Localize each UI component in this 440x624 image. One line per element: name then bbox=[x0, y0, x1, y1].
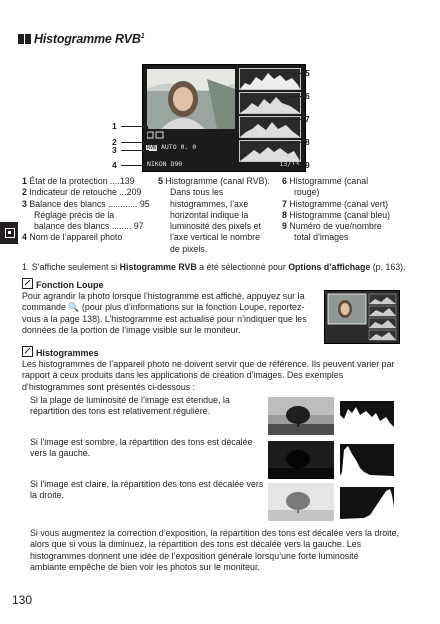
histogram-dark bbox=[340, 444, 394, 476]
tree-image-dark bbox=[268, 441, 334, 479]
white-balance-value: AUTO 0. 0 bbox=[160, 143, 197, 151]
leader-line-5 bbox=[290, 73, 303, 74]
protect-retouch-icons bbox=[147, 131, 169, 141]
legend-column-1 bbox=[22, 176, 152, 244]
closing-paragraph: Si vous augmentez la correction d’exposition, la répartition des tons est décalée vers la droite, alors que si vous la diminuez, la répartition des tons est décalée vers la gauche. Les histogrammes donnent une idée de l’exposition générale lorsqu’une forte luminosité ambiante empêche de bien voir les photos sur le moniteur. bbox=[30, 528, 400, 573]
leader-line-7 bbox=[290, 119, 303, 120]
camera-name-readout: NIKON D90 bbox=[147, 160, 183, 168]
camera-monitor-illustration bbox=[142, 64, 306, 172]
legend-item: histogrammes, l’axe bbox=[170, 198, 249, 209]
histogram-stack bbox=[239, 68, 301, 164]
callout-6: 6 bbox=[305, 91, 310, 101]
tree-image-light bbox=[268, 483, 334, 521]
callout-4: 4 bbox=[112, 160, 117, 170]
note-pen-icon bbox=[22, 278, 33, 289]
portrait-photo bbox=[147, 69, 235, 129]
legend-item: balance des blancs ........ 97 bbox=[34, 221, 144, 232]
callout-2: 2 bbox=[112, 137, 117, 147]
loupe-line: Pour agrandir la photo lorsque l’histogramme est affiché, appuyez sur la bbox=[22, 291, 305, 301]
loupe-thumbnail bbox=[324, 290, 400, 344]
legend-column-3 bbox=[282, 176, 422, 244]
callout-8: 8 bbox=[305, 137, 310, 147]
title-marker-icon bbox=[18, 34, 24, 44]
title-footnote-ref: 1 bbox=[140, 32, 145, 40]
legend-item: 3 Balance des blancs ............ 95 bbox=[22, 198, 150, 209]
title-text: Histogramme RVB bbox=[34, 32, 141, 46]
leader-line-8 bbox=[290, 142, 303, 143]
example-dark: Si l’image est sombre, la répartition des tons est décalée vers la gauche. bbox=[30, 437, 253, 459]
histogram-blue bbox=[239, 140, 301, 162]
title-marker-icon bbox=[25, 34, 31, 44]
legend-item: total d’images bbox=[294, 232, 349, 243]
histograms-section bbox=[22, 346, 422, 393]
leader-line-3 bbox=[121, 150, 149, 151]
legend-item: 7 Histogramme (canal vert) bbox=[282, 198, 389, 209]
loupe-heading: Fonction Loupe bbox=[22, 278, 322, 290]
legend-item: 8 Histogramme (canal bleu) bbox=[282, 209, 391, 220]
histograms-line: d’histogrammes sont présentés ci-dessous : bbox=[22, 381, 196, 392]
leader-line-4 bbox=[121, 165, 146, 166]
callout-1: 1 bbox=[112, 121, 117, 131]
leader-line-9 bbox=[290, 165, 303, 166]
histograms-line: rapport à ceux produits dans les applications de création d’images. Des exemples bbox=[22, 370, 344, 381]
example-even: Si la plage de luminosité de l’image est étendue, la répartition des tons est relativement régulière. bbox=[30, 395, 230, 417]
callout-7: 7 bbox=[305, 114, 310, 124]
tree-image-normal bbox=[268, 397, 334, 435]
legend-item: luminosité des pixels et bbox=[170, 221, 261, 232]
rgb-badge: RVB bbox=[147, 145, 157, 151]
legend-item: 2 Indicateur de retouche ...209 bbox=[22, 187, 142, 198]
loupe-section bbox=[22, 278, 322, 337]
leader-line-2 bbox=[121, 142, 149, 143]
legend-item: l’axe vertical le nombre bbox=[170, 232, 260, 243]
example-light: Si l’image est claire, la répartition des tons est décalée vers la droite. bbox=[30, 479, 264, 501]
legend-item: Réglage précis de la bbox=[34, 209, 115, 220]
legend-item: rouge) bbox=[294, 187, 320, 198]
legend-item: 1 État de la protection ....139 bbox=[22, 176, 135, 186]
legend-item: 5 Histogramme (canal RVB). bbox=[158, 176, 270, 186]
legend-item: horizontal indique la bbox=[170, 209, 249, 220]
loupe-line: données de la portion de l’image visible sur le moniteur. bbox=[22, 325, 241, 336]
legend-item: 9 Numéro de vue/nombre bbox=[282, 221, 382, 232]
page-number: 130 bbox=[12, 593, 33, 607]
loupe-line: commande 🔍 (pour plus d’informations sur la fonction Loupe, reportez- bbox=[22, 302, 305, 313]
legend-item: Dans tous les bbox=[170, 187, 224, 198]
histogram-light bbox=[340, 487, 394, 519]
leader-line-6 bbox=[290, 96, 303, 97]
callout-5: 5 bbox=[305, 68, 310, 78]
histogram-normal bbox=[340, 401, 394, 433]
legend-column-2 bbox=[158, 176, 278, 255]
chapter-tab-playback-icon bbox=[0, 222, 18, 244]
leader-line-1 bbox=[121, 126, 147, 127]
callout-3: 3 bbox=[112, 145, 117, 155]
loupe-line: vous à la page 138). L’histogramme est actualisé pour n’indiquer que les bbox=[22, 313, 307, 324]
histograms-line: Les histogrammes de l’appareil photo ne doivent servir que de référence. Ils peuvent varier par bbox=[22, 359, 395, 369]
frame-count-readout: 13/13 bbox=[279, 160, 299, 168]
leader-line-1v bbox=[147, 126, 148, 132]
legend-item: 4 Nom de l’appareil photo bbox=[22, 232, 123, 243]
histograms-heading: Histogrammes bbox=[22, 346, 422, 358]
footnote: 1 S’affiche seulement si Histogramme RVB a été sélectionné pour Options d’affichage (p. 163). bbox=[22, 262, 406, 272]
histogram-rgb bbox=[239, 68, 301, 90]
note-pen-icon bbox=[22, 346, 33, 357]
legend-item: 6 Histogramme (canal bbox=[282, 176, 369, 186]
legend-item: de pixels. bbox=[170, 243, 208, 254]
callout-9: 9 bbox=[305, 160, 310, 170]
white-balance-readout bbox=[146, 143, 196, 151]
section-title bbox=[18, 32, 144, 46]
